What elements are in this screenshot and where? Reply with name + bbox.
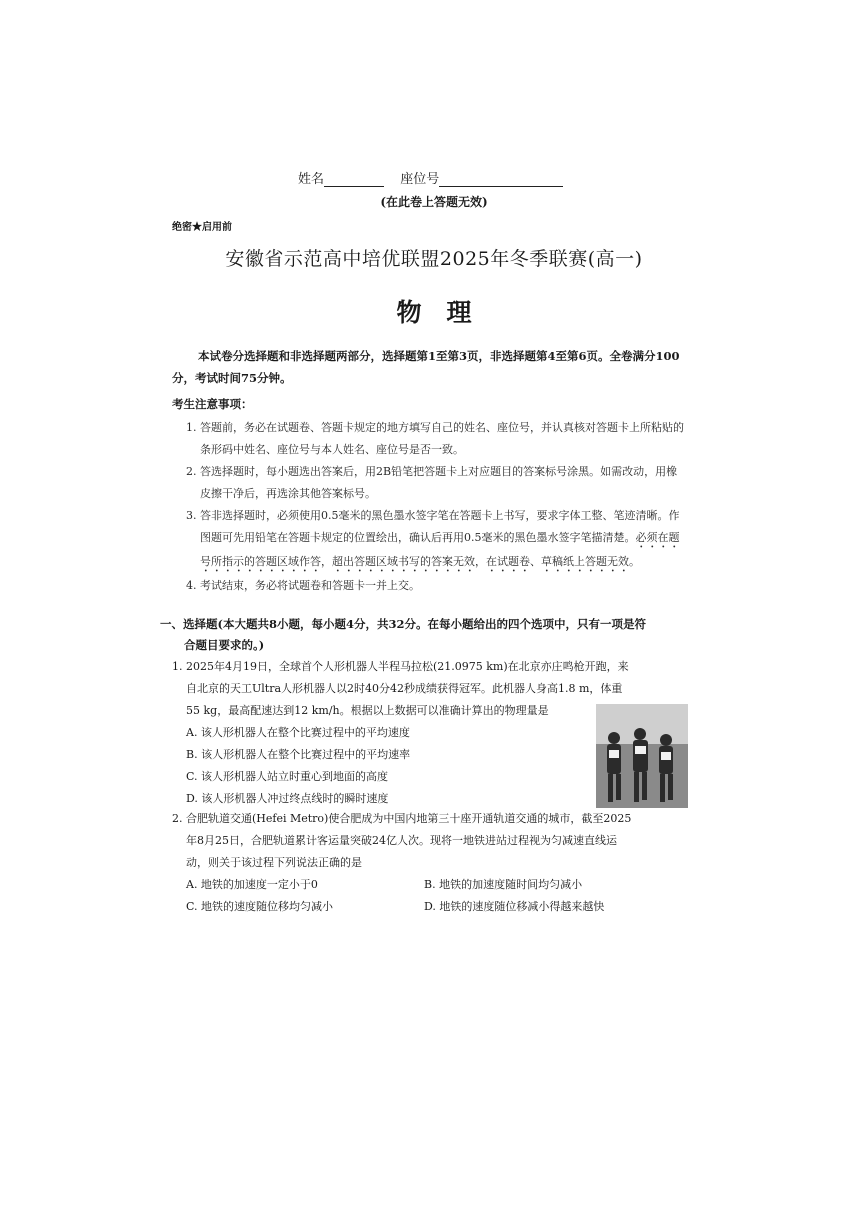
q2-option-b: B. 地铁的加速度随时间均匀减小	[424, 878, 583, 891]
notice-heading: 考生注意事项：	[172, 397, 253, 411]
q1-line3: 55 kg，最高配速达到12 km/h。根据以上数据可以准确计算出的物理量是	[186, 704, 549, 717]
exam-subject: 物 理	[396, 298, 472, 327]
notice-item-3	[186, 505, 686, 575]
notice-item-2: 2. 答选择题时，每小题选出答案后，用2B铅笔把答题卡上对应题目的答案标号涂黑。如需改动，用橡皮擦干净后，再选涂其他答案标号。	[186, 465, 678, 500]
notice-item-4: 4. 考试结束，务必将试题卷和答题卡一并上交。	[186, 579, 420, 592]
exam-intro: 本试卷分选择题和非选择题两部分，选择题第1至第3页，非选择题第4至第6页。全卷满分100分，考试时间75分钟。	[172, 349, 680, 385]
q1-line2: 自北京的天工Ultra人形机器人以2时40分42秒成绩获得冠军。此机器人身高1.8 m，体重	[186, 682, 623, 695]
section-heading	[160, 614, 700, 656]
notice-item-1: 1. 答题前，务必在试题卷、答题卡规定的地方填写自己的姓名、座位号，并认真核对答题卡上所粘贴的条形码中姓名、座位号与本人姓名、座位号是否一致。	[186, 421, 684, 456]
name-seat-line	[298, 168, 563, 187]
q1-option-b: B. 该人形机器人在整个比赛过程中的平均速率	[186, 748, 411, 761]
q2-line3: 动，则关于该过程下列说法正确的是	[186, 856, 362, 869]
q2-option-c: C. 地铁的速度随位移均匀减小	[186, 900, 334, 913]
notice-item-3-emphasis: 必须在题号所指示的答题区域作答，超出答题区域书写的答案无效，在试题卷、草稿纸上答题无效。	[200, 531, 680, 568]
notice-item-3-text: 3. 答非选择题时，必须使用0.5毫米的黑色墨水签字笔在答题卡上书写，要求字体工整、笔迹清晰。作图题可先用铅笔在答题卡规定的位置绘出，确认后再用0.5毫米的黑色墨水签字笔描清楚。	[186, 509, 680, 544]
q1-line1: 1. 2025年4月19日，全球首个人形机器人半程马拉松(21.0975 km)在北京亦庄鸣枪开跑，来	[172, 660, 629, 673]
notice-list	[186, 417, 686, 597]
q2-line1: 2. 合肥轨道交通(Hefei Metro)使合肥成为中国内地第三十座开通轨道交通的城市，截至2025	[172, 812, 632, 825]
q1-option-c: C. 该人形机器人站立时重心到地面的高度	[186, 770, 389, 783]
name-label: 姓名	[298, 172, 325, 187]
seat-label: 座位号	[400, 172, 440, 187]
q2-option-d: D. 地铁的速度随位移减小得越来越快	[424, 900, 605, 913]
secret-mark: 绝密★启用前	[172, 222, 232, 233]
section-heading-line1: 一、选择题(本大题共8小题，每小题4分，共32分。在每小题给出的四个选项中，只有一项是符	[160, 617, 646, 631]
q2-option-a: A. 地铁的加速度一定小于0	[186, 878, 318, 891]
robot-marathon-photo	[596, 704, 688, 808]
seat-field[interactable]	[439, 174, 563, 187]
section-heading-line2: 合题目要求的。)	[184, 638, 265, 652]
invalid-notice: (在此卷上答题无效)	[380, 195, 488, 209]
q2-line2: 年8月25日，合肥轨道累计客运量突破24亿人次。现将一地铁进站过程视为匀减速直线运	[186, 834, 617, 847]
q1-option-a: A. 该人形机器人在整个比赛过程中的平均速度	[186, 726, 410, 739]
question-2	[172, 808, 692, 918]
name-field[interactable]	[324, 174, 384, 187]
q1-option-d: D. 该人形机器人冲过终点线时的瞬时速度	[186, 792, 389, 805]
exam-title: 安徽省示范高中培优联盟2025年冬季联赛(高一)	[225, 248, 643, 270]
